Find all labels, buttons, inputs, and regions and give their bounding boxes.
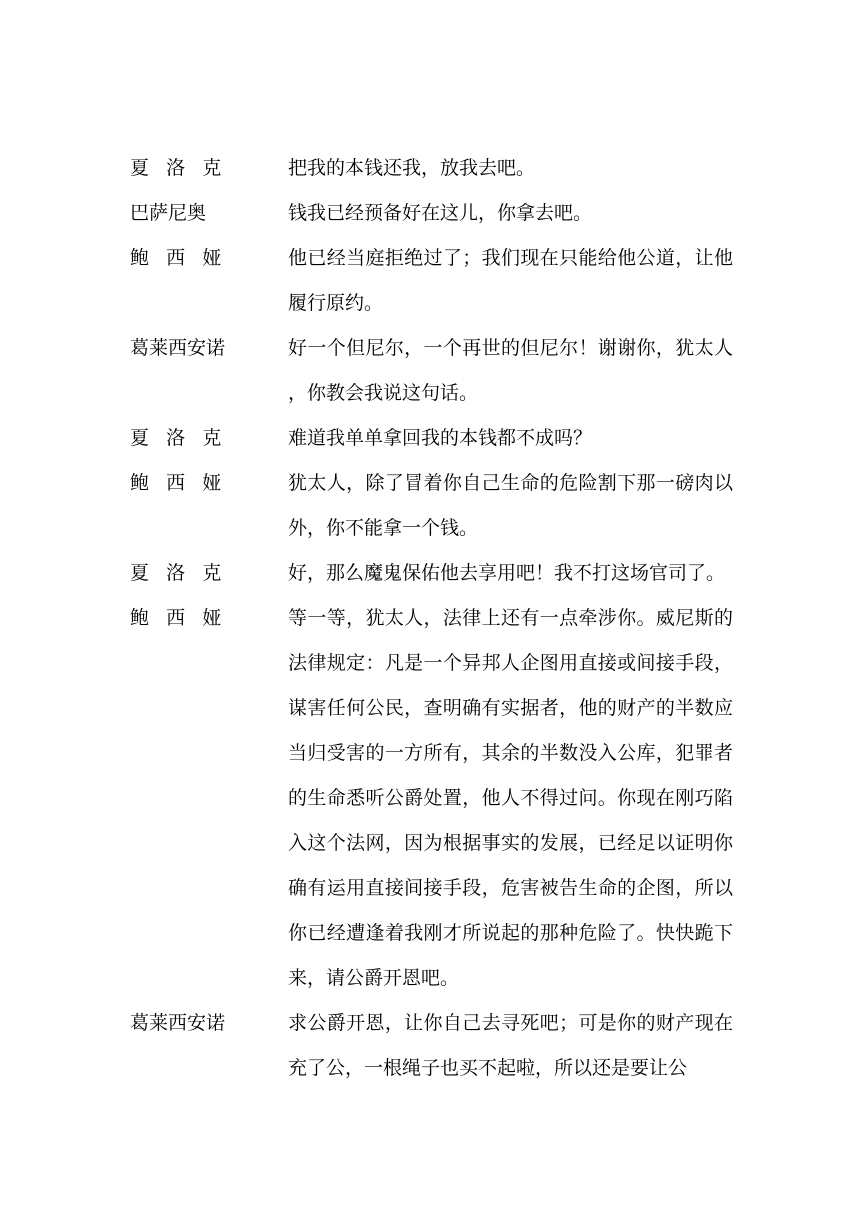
speaker-name: 夏洛克 [130, 427, 239, 449]
play-script [130, 146, 735, 1091]
dialogue-entry [130, 146, 735, 191]
dialogue-entry [130, 551, 735, 596]
dialogue-line: 犹太人，除了冒着你自己生命的危险割下那一磅肉以外，你不能拿一个钱。 [288, 472, 733, 539]
speaker-name: 鲍西娅 [130, 472, 239, 494]
dialogue-entry [130, 1001, 735, 1091]
dialogue-line: 他已经当庭拒绝过了；我们现在只能给他公道，让他履行原约。 [288, 247, 733, 314]
dialogue-line: 好，那么魔鬼保佑他去享用吧！我不打这场官司了。 [288, 562, 726, 584]
dialogue-line: 钱我已经预备好在这儿，你拿去吧。 [288, 202, 593, 224]
dialogue-entry [130, 191, 735, 236]
dialogue-entry [130, 461, 735, 551]
dialogue-entry [130, 416, 735, 461]
dialogue-entry [130, 236, 735, 326]
dialogue-line: 求公爵开恩，让你自己去寻死吧；可是你的财产现在充了公，一根绳子也买不起啦，所以还是要让公 [288, 1012, 733, 1079]
dialogue-line: 难道我单单拿回我的本钱都不成吗？ [288, 427, 593, 449]
dialogue-line: 把我的本钱还我，放我去吧。 [288, 157, 536, 179]
speaker-name: 鲍西娅 [130, 247, 239, 269]
speaker-name: 葛莱西安诺 [130, 1012, 226, 1034]
dialogue-entry [130, 326, 735, 416]
speaker-name: 鲍西娅 [130, 607, 239, 629]
speaker-name: 夏洛克 [130, 562, 239, 584]
dialogue-line: 好一个但尼尔，一个再世的但尼尔！谢谢你，犹太人，你教会我说这句话。 [288, 337, 733, 404]
speaker-name: 巴萨尼奥 [130, 202, 207, 224]
speaker-name: 葛莱西安诺 [130, 337, 226, 359]
dialogue-line: 等一等，犹太人，法律上还有一点牵涉你。威尼斯的法律规定：凡是一个异邦人企图用直接或间接手段，谋害任何公民，查明确有实据者，他的财产的半数应当归受害的一方所有，其余的半数没入公库，犯罪者的生命悉听公爵处置，他人不得过问。你现在刚巧陷入这个法网，因为根据事实的发展，已经足以证明你确有运用直接间接手段，危害被告生命的企图，所以你已经遭逢着我刚才所说起的那种危险了。快快跪下来，请公爵开恩吧。 [288, 607, 733, 989]
dialogue-entry [130, 596, 735, 1001]
speaker-name: 夏洛克 [130, 157, 239, 179]
